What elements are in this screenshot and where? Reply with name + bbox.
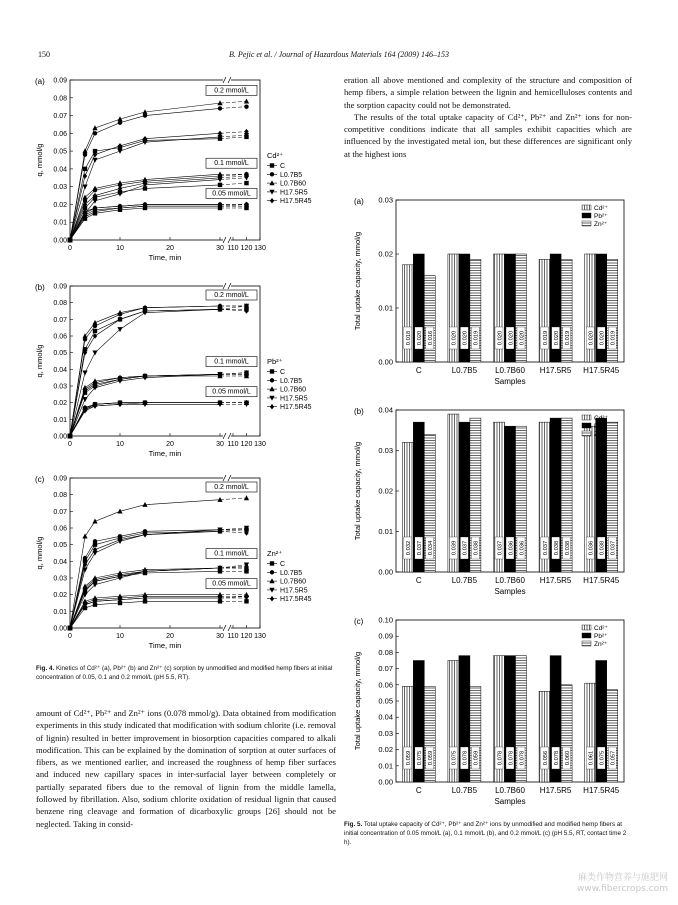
data-label: 0.075 xyxy=(599,750,606,766)
legend-swatch xyxy=(582,213,591,218)
data-label: 0.020 xyxy=(417,330,424,346)
data-label: 0.038 xyxy=(564,540,571,556)
right-body-paragraph-1: eration all above mentioned and complexity of the structure and composition of hemp fibers, a simple relation between the lignin and hemicelluloses contents and the sorption capacity could not be demonstrated. xyxy=(344,75,632,110)
uptake-bar-chart-b xyxy=(344,400,644,610)
data-point xyxy=(218,106,222,110)
legend-marker xyxy=(269,578,274,583)
series-line-dashed xyxy=(220,204,247,206)
legend-swatch xyxy=(582,423,591,428)
y-tick-label: 0.00 xyxy=(53,625,67,633)
series-line-dashed xyxy=(220,107,247,109)
conc-label: 0.1 mmol/L xyxy=(214,160,249,168)
legend-title: Pb²⁺ xyxy=(267,357,283,366)
x-tick-label: 20 xyxy=(166,633,174,640)
y-tick-label: 0.07 xyxy=(53,508,67,516)
x-tick-label: L0.7B60 xyxy=(495,576,525,585)
x-tick-label: 110 xyxy=(227,245,239,252)
panel-label: (b) xyxy=(35,283,45,292)
data-point xyxy=(244,104,248,108)
y-tick-label: 0.08 xyxy=(53,300,67,308)
data-point xyxy=(244,495,249,500)
legend-marker xyxy=(270,369,274,373)
legend-label: H17.5R5 xyxy=(280,587,308,595)
data-point xyxy=(83,173,87,178)
y-tick-label: 0.00 xyxy=(378,357,393,367)
data-label: 0.019 xyxy=(564,330,571,346)
y-tick-label: 0.09 xyxy=(378,631,393,641)
data-point xyxy=(92,125,97,130)
x-axis-label: Time, min xyxy=(148,253,182,262)
data-label: 0.061 xyxy=(588,750,595,766)
x-axis-label: Samples xyxy=(494,587,526,596)
data-point xyxy=(82,184,87,189)
legend-label: Cd²⁺ xyxy=(594,415,608,422)
x-tick-label: 0 xyxy=(68,245,72,252)
data-point xyxy=(92,350,97,355)
panel-label: (c) xyxy=(354,617,364,626)
legend-swatch xyxy=(582,221,591,226)
series-line xyxy=(70,500,220,628)
legend-title: Zn²⁺ xyxy=(267,549,283,558)
x-tick-label: 110 xyxy=(227,633,239,640)
data-point xyxy=(93,329,97,333)
legend-label: C xyxy=(280,561,286,568)
kinetics-chart-zn xyxy=(30,470,330,660)
legend-label: Zn²⁺ xyxy=(594,641,608,648)
y-tick-label: 0.05 xyxy=(53,542,67,550)
x-tick-label: 0 xyxy=(68,441,72,448)
conc-label: 0.2 mmol/L xyxy=(214,292,249,299)
x-tick-label: 30 xyxy=(216,633,224,640)
legend-label: L0.7B5 xyxy=(280,171,303,179)
y-tick-label: 0.06 xyxy=(53,525,67,533)
x-tick-label: H17.5R45 xyxy=(583,786,620,795)
panel-label: (b) xyxy=(354,407,364,416)
data-label: 0.078 xyxy=(519,750,526,766)
data-label: 0.036 xyxy=(588,540,595,556)
legend-label: L0.7B60 xyxy=(280,386,307,394)
legend-label: H17.5R45 xyxy=(280,404,312,412)
x-tick-label: 110 xyxy=(227,441,239,448)
series-line xyxy=(70,404,220,436)
x-tick-label: H17.5R45 xyxy=(583,366,620,375)
data-label: 0.032 xyxy=(406,540,413,556)
y-tick-label: 0.02 xyxy=(378,486,393,496)
y-axis-label: q, mmol/g xyxy=(35,536,44,570)
data-label: 0.020 xyxy=(599,330,606,346)
x-tick-label: 10 xyxy=(116,441,124,448)
conc-label: 0.2 mmol/L xyxy=(214,484,249,491)
y-tick-label: 0.00 xyxy=(378,567,393,577)
y-tick-label: 0.03 xyxy=(378,195,393,205)
data-label: 0.075 xyxy=(451,750,458,766)
y-axis-label: q, mmol/g xyxy=(35,344,44,378)
legend-label: H17.5R5 xyxy=(280,395,308,403)
data-label: 0.060 xyxy=(564,750,571,766)
fig5-text: Total uptake capacity of Cd²⁺, Pb²⁺ and Zn²⁺ ions by unmodified and modified hemp fibers at initial concentration of 0.05 mmol/L (a), 0.1 mmol/L (b), and 0.2 mmol/L (c) (pH 5.5, RT, contact time 2 h). xyxy=(344,821,627,846)
data-label: 0.020 xyxy=(519,330,526,346)
y-tick-label: 0.01 xyxy=(53,416,67,424)
panel-label: (a) xyxy=(354,197,364,206)
y-tick-label: 0.01 xyxy=(378,527,393,536)
legend-marker xyxy=(269,396,274,401)
x-tick-label: L0.7B5 xyxy=(451,576,478,585)
data-label: 0.056 xyxy=(542,750,549,766)
x-tick-label: C xyxy=(415,576,422,585)
data-point xyxy=(83,167,87,171)
journal-citation: B. Pejic et al. / Journal of Hazardous Materials 164 (2009) 146–153 xyxy=(229,50,449,59)
conc-label: 0.1 mmol/L xyxy=(214,550,249,558)
series-line xyxy=(70,530,220,628)
watermark-cn: 麻类作物营养与施肥网 xyxy=(577,873,668,883)
legend-marker xyxy=(270,172,274,176)
x-tick-label: 120 xyxy=(240,633,253,640)
series-line-dashed xyxy=(220,176,247,178)
y-tick-label: 0.08 xyxy=(53,492,67,500)
x-tick-label: C xyxy=(415,786,422,795)
y-tick-label: 0.07 xyxy=(53,316,67,324)
data-label: 0.020 xyxy=(462,330,469,346)
data-label: 0.078 xyxy=(553,750,560,766)
fig5-label: Fig. 5. xyxy=(344,821,363,828)
data-label: 0.036 xyxy=(519,540,526,556)
data-label: 0.038 xyxy=(553,540,560,556)
series-line xyxy=(70,403,220,436)
watermark-url: www.fibercrops.com xyxy=(577,884,668,894)
legend-label: C xyxy=(280,163,286,170)
series-line-dashed xyxy=(220,132,247,134)
y-tick-label: 0.02 xyxy=(378,249,393,259)
legend-swatch xyxy=(582,641,591,646)
series-line-dashed xyxy=(220,306,247,309)
data-label: 0.020 xyxy=(553,330,560,346)
series-line-dashed xyxy=(220,183,247,185)
data-point xyxy=(92,320,97,325)
data-label: 0.034 xyxy=(428,540,435,556)
y-tick-label: 0.06 xyxy=(378,680,393,690)
data-label: 0.016 xyxy=(428,330,435,346)
legend-swatch xyxy=(582,205,591,210)
x-tick-label: C xyxy=(415,366,422,375)
series-line-dashed xyxy=(220,309,247,311)
x-tick-label: 30 xyxy=(216,441,224,448)
series-line xyxy=(70,108,220,240)
series-line-dashed xyxy=(220,137,247,139)
y-axis-label: Total uptake capacity, mmol/g xyxy=(353,441,362,541)
y-tick-label: 0.05 xyxy=(53,148,67,156)
data-point xyxy=(92,519,97,524)
data-label: 0.078 xyxy=(462,750,469,766)
data-label: 0.020 xyxy=(588,330,595,346)
y-tick-label: 0.04 xyxy=(53,166,67,174)
legend-label: Zn²⁺ xyxy=(594,431,608,438)
y-tick-label: 0.02 xyxy=(53,201,67,209)
data-label: 0.059 xyxy=(428,750,435,766)
data-point xyxy=(82,195,87,200)
legend-label: Pb²⁺ xyxy=(594,213,608,220)
legend-label: H17.5R5 xyxy=(280,189,308,197)
series-line xyxy=(70,309,220,436)
series-line xyxy=(70,306,220,436)
y-tick-label: 0.09 xyxy=(53,77,67,85)
y-tick-label: 0.04 xyxy=(53,366,67,374)
series-line-dashed xyxy=(220,135,247,137)
conc-label: 0.05 mmol/L xyxy=(212,388,251,396)
y-tick-label: 0.02 xyxy=(53,400,67,408)
y-tick-label: 0.03 xyxy=(378,728,393,738)
page-number: 150 xyxy=(38,50,50,59)
data-label: 0.019 xyxy=(542,330,549,346)
legend-marker xyxy=(270,596,274,601)
legend-swatch xyxy=(582,633,591,638)
y-tick-label: 0.01 xyxy=(53,219,67,227)
series-line xyxy=(70,403,220,436)
y-tick-label: 0.03 xyxy=(53,184,67,192)
x-tick-label: H17.5R5 xyxy=(539,786,572,795)
legend-swatch xyxy=(582,431,591,436)
kinetics-chart-cd xyxy=(30,72,330,272)
series-line-dashed xyxy=(220,101,247,103)
y-tick-label: 0.04 xyxy=(53,558,67,566)
fig4-text: Kinetics of Cd²⁺ (a), Pb²⁺ (b) and Zn²⁺ (c) sorption by unmodified and modified hemp fibers at initial concentration of 0.05, 0.1 and 0.2 mmol/L (pH 5.5, RT). xyxy=(36,665,333,681)
x-axis-label: Time, min xyxy=(148,641,182,650)
y-tick-label: 0.05 xyxy=(53,350,67,358)
y-tick-label: 0.01 xyxy=(378,761,393,771)
y-tick-label: 0.03 xyxy=(378,446,393,455)
data-label: 0.078 xyxy=(497,750,504,766)
y-tick-label: 0.02 xyxy=(53,592,67,600)
x-tick-label: 130 xyxy=(254,245,266,252)
data-label: 0.075 xyxy=(417,750,424,766)
conc-label: 0.05 mmol/L xyxy=(212,190,251,198)
data-label: 0.020 xyxy=(451,330,458,346)
data-label: 0.019 xyxy=(473,330,480,346)
y-tick-label: 0.02 xyxy=(378,745,393,755)
data-label: 0.039 xyxy=(451,540,458,556)
x-axis-label: Samples xyxy=(494,797,526,806)
y-tick-label: 0.06 xyxy=(53,333,67,341)
series-line xyxy=(70,403,220,436)
data-point xyxy=(244,99,249,104)
x-tick-label: L0.7B5 xyxy=(451,786,478,795)
data-point xyxy=(244,181,248,185)
x-tick-label: L0.7B5 xyxy=(451,366,478,375)
data-label: 0.037 xyxy=(462,540,469,556)
fig5-caption xyxy=(344,820,632,847)
y-axis-label: Total uptake capacity, mmol/g xyxy=(353,651,362,751)
x-tick-label: L0.7B60 xyxy=(495,786,525,795)
series-line xyxy=(70,309,220,436)
y-tick-label: 0.01 xyxy=(378,303,393,313)
y-tick-label: 0.00 xyxy=(53,433,67,441)
legend-label: Pb²⁺ xyxy=(594,633,608,640)
series-line-dashed xyxy=(220,178,247,180)
series-line xyxy=(70,601,220,628)
data-label: 0.059 xyxy=(406,750,413,766)
data-point xyxy=(93,539,97,543)
y-tick-label: 0.01 xyxy=(53,608,67,616)
data-label: 0.018 xyxy=(406,330,413,346)
legend-marker xyxy=(269,588,274,593)
legend-swatch xyxy=(582,415,591,420)
legend-marker xyxy=(270,570,274,574)
conc-label: 0.05 mmol/L xyxy=(212,580,251,588)
data-label: 0.037 xyxy=(417,540,424,556)
series-line xyxy=(70,403,220,436)
series-line-dashed xyxy=(220,174,247,176)
legend-label: L0.7B60 xyxy=(280,180,307,188)
data-point xyxy=(218,183,222,187)
legend-label: L0.7B60 xyxy=(280,578,307,586)
legend-title: Cd²⁺ xyxy=(267,151,284,160)
legend-swatch xyxy=(582,625,591,630)
y-tick-label: 0.09 xyxy=(53,283,67,291)
data-label: 0.037 xyxy=(497,540,504,556)
data-label: 0.057 xyxy=(610,750,617,766)
y-tick-label: 0.06 xyxy=(53,130,67,138)
x-tick-label: 130 xyxy=(254,633,266,640)
data-point xyxy=(82,370,87,375)
data-label: 0.059 xyxy=(473,750,480,766)
x-tick-label: H17.5R5 xyxy=(539,366,572,375)
legend-marker xyxy=(270,404,274,409)
series-line xyxy=(70,306,220,436)
uptake-bar-chart-a xyxy=(344,190,644,400)
data-point xyxy=(82,534,87,539)
data-label: 0.038 xyxy=(473,540,480,556)
y-tick-label: 0.03 xyxy=(53,575,67,583)
y-axis-label: Total uptake capacity, mmol/g xyxy=(353,231,362,331)
x-tick-label: 10 xyxy=(116,245,124,252)
panel-label: (a) xyxy=(35,77,45,86)
x-tick-label: H17.5R5 xyxy=(539,576,572,585)
fig4-caption xyxy=(36,664,336,682)
x-tick-label: H17.5R45 xyxy=(583,576,620,585)
legend-label: L0.7B5 xyxy=(280,377,303,385)
series-line-dashed xyxy=(220,531,247,533)
series-line-dashed xyxy=(220,498,247,500)
kinetics-chart-pb xyxy=(30,278,330,468)
data-label: 0.037 xyxy=(610,540,617,556)
x-tick-label: 120 xyxy=(240,245,253,252)
y-tick-label: 0.04 xyxy=(378,405,393,415)
x-tick-label: 120 xyxy=(240,441,253,448)
fig4-label: Fig. 4. xyxy=(36,665,55,672)
series-line xyxy=(70,103,220,240)
data-point xyxy=(117,149,122,154)
legend-label: Zn²⁺ xyxy=(594,221,608,228)
y-tick-label: 0.07 xyxy=(53,113,67,121)
y-tick-label: 0.09 xyxy=(53,475,67,483)
y-tick-label: 0.08 xyxy=(53,95,67,103)
x-axis-label: Samples xyxy=(494,377,526,386)
running-header xyxy=(14,50,664,64)
y-tick-label: 0.10 xyxy=(378,615,393,625)
y-tick-label: 0.03 xyxy=(53,383,67,391)
data-point xyxy=(83,556,87,560)
x-tick-label: 20 xyxy=(166,245,174,252)
data-label: 0.019 xyxy=(610,330,617,346)
left-body-paragraph: amount of Cd²⁺, Pb²⁺ and Zn²⁺ ions (0.078 mmol/g). Data obtained from modification experiments in this study indicated that modification with sodium chlorite (i.e. removal of lignin) resulted in better improvement in biosorption capacities compared to alkali modification. This can be explained by the domination of sorption at outer surfaces of fibers, as we mentioned earlier, and increased the roughness of hemp fiber surfaces and induced new capillary spaces in inter-surfacial layer between completely or partially separated fibers due to the removal of lignin from the middle lamella, followed by fibrillation. Also, sodium chlorite oxidation of residual lignin that caused benzene ring cleavage and formation of dicarboxylic groups [26] should not be neglected. Taking in consid- xyxy=(36,708,337,829)
data-label: 0.020 xyxy=(508,330,515,346)
x-tick-label: 30 xyxy=(216,245,224,252)
right-body-paragraph-2: The results of the total uptake capacity of Cd²⁺, Pb²⁺ and Zn²⁺ ions for non-competitive conditions indicate that all samples exhibit capacities which are influenced by the investigated metal ion, but these differences are significant only at the highest ions xyxy=(344,111,632,159)
y-tick-label: 0.05 xyxy=(378,696,393,706)
y-tick-label: 0.00 xyxy=(53,237,67,245)
watermark xyxy=(577,873,668,895)
conc-label: 0.1 mmol/L xyxy=(214,358,249,366)
legend-label: H17.5R45 xyxy=(280,596,312,604)
x-tick-label: 0 xyxy=(68,633,72,640)
x-tick-label: 10 xyxy=(116,633,124,640)
legend-label: L0.7B5 xyxy=(280,569,303,577)
x-tick-label: 130 xyxy=(254,441,266,448)
data-label: 0.037 xyxy=(542,540,549,556)
y-tick-label: 0.04 xyxy=(378,712,393,722)
series-line-dashed xyxy=(220,530,247,532)
data-label: 0.036 xyxy=(508,540,515,556)
y-tick-label: 0.07 xyxy=(378,664,393,674)
panel-label: (c) xyxy=(35,475,45,484)
conc-label: 0.2 mmol/L xyxy=(214,87,249,95)
data-label: 0.038 xyxy=(599,540,606,556)
x-tick-label: 20 xyxy=(166,441,174,448)
legend-marker xyxy=(269,386,274,391)
legend-label: Cd²⁺ xyxy=(594,205,608,212)
legend-marker xyxy=(270,198,274,203)
x-axis-label: Time, min xyxy=(148,449,182,458)
legend-label: Pb²⁺ xyxy=(594,423,608,430)
y-tick-label: 0.08 xyxy=(378,647,393,657)
legend-marker xyxy=(270,378,274,382)
uptake-bar-chart-c xyxy=(344,610,644,815)
legend-label: Cd²⁺ xyxy=(594,625,608,632)
x-tick-label: L0.7B60 xyxy=(495,366,525,375)
series-line xyxy=(70,530,220,628)
data-label: 0.020 xyxy=(497,330,504,346)
legend-label: C xyxy=(280,369,286,376)
y-tick-label: 0.00 xyxy=(378,777,393,787)
series-line xyxy=(70,206,220,240)
legend-marker xyxy=(270,163,274,167)
y-axis-label: q, mmol/g xyxy=(35,143,44,177)
series-line xyxy=(70,309,220,436)
legend-marker xyxy=(270,561,274,565)
data-label: 0.078 xyxy=(508,750,515,766)
data-point xyxy=(82,397,87,402)
legend-label: H17.5R45 xyxy=(280,198,312,206)
